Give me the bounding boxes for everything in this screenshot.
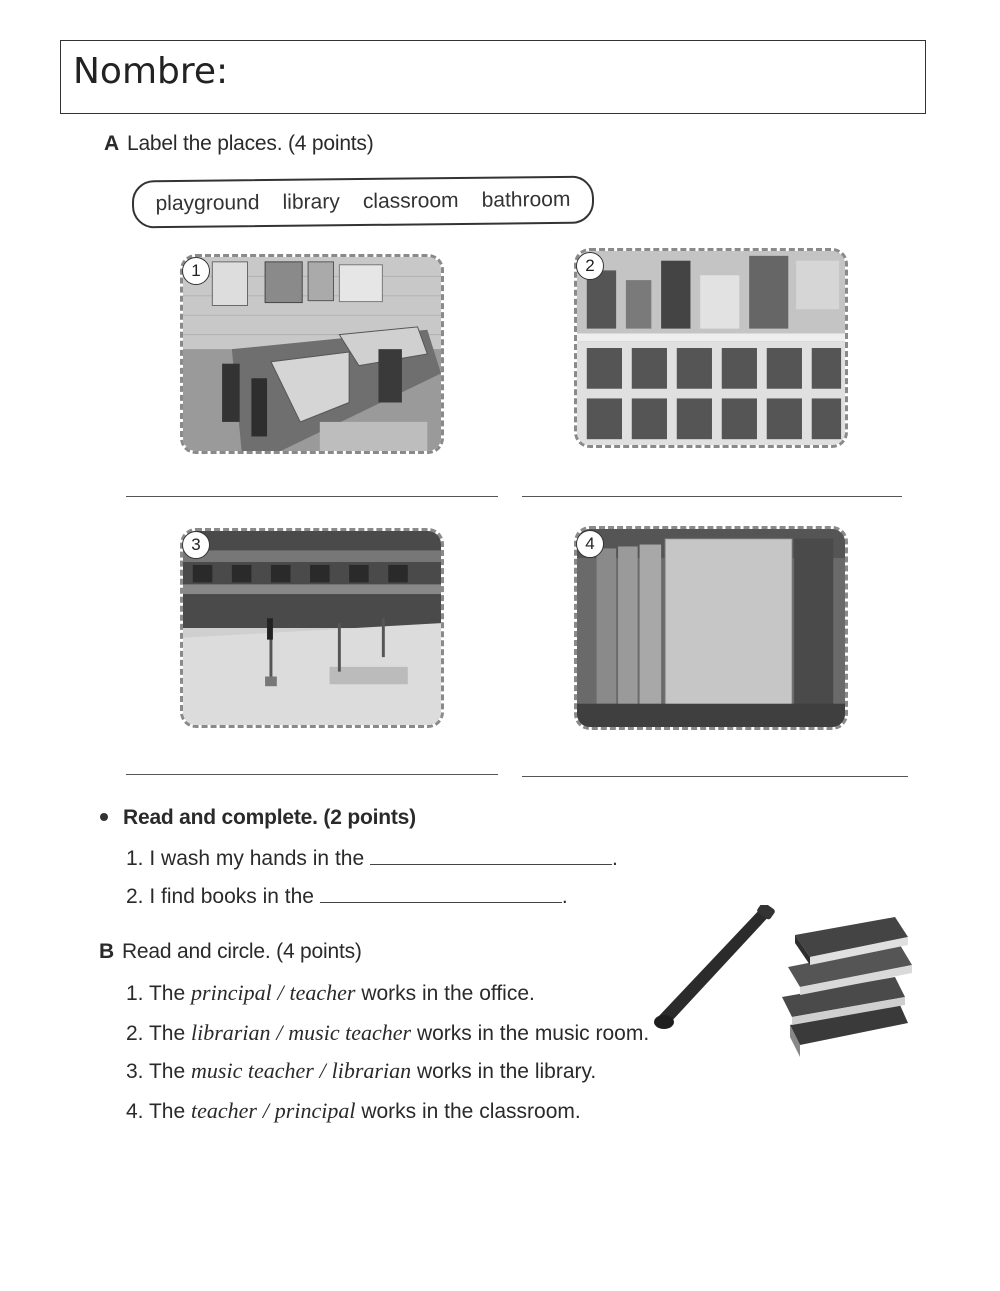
word-bank-item: bathroom: [481, 187, 571, 212]
photo-number-badge: 1: [182, 257, 210, 285]
item-pre: The: [148, 1022, 186, 1045]
option-2[interactable]: principal: [274, 1098, 356, 1123]
section-a-letter: A: [104, 132, 119, 155]
circle-item: [126, 1020, 649, 1046]
complete-item: [126, 884, 568, 909]
section-b-letter: B: [99, 940, 114, 963]
photo-number-badge: 2: [576, 252, 604, 280]
library-photo: [574, 248, 848, 448]
circle-item: [126, 1058, 596, 1084]
photo-number-badge: 3: [182, 531, 210, 559]
word-bank-item: classroom: [362, 188, 459, 214]
item-number: 1.: [126, 847, 144, 870]
photo-number-badge: 4: [576, 530, 604, 558]
fill-blank-line[interactable]: [370, 846, 612, 865]
option-1[interactable]: librarian: [191, 1020, 271, 1045]
item-number: 3.: [126, 1060, 144, 1083]
option-separator: /: [277, 980, 284, 1005]
item-end: .: [561, 885, 568, 908]
circle-item: [126, 980, 535, 1006]
bullet-icon: [100, 813, 108, 821]
recorder-icon: [654, 905, 776, 1029]
item-post: works in the office.: [361, 982, 535, 1005]
read-complete-heading: [123, 806, 416, 830]
option-separator: /: [319, 1058, 326, 1083]
answer-line-2[interactable]: [522, 496, 902, 497]
complete-item: [126, 846, 618, 871]
section-b-title: Read and circle. (4 points): [121, 940, 362, 963]
option-1[interactable]: principal: [191, 980, 272, 1005]
item-post: works in the classroom.: [361, 1100, 581, 1123]
item-number: 1.: [126, 982, 144, 1005]
section-b-heading: [99, 940, 362, 964]
item-pre: The: [148, 1100, 186, 1123]
option-2[interactable]: teacher: [289, 980, 356, 1005]
option-2[interactable]: librarian: [331, 1058, 412, 1083]
item-number: 2.: [126, 1022, 144, 1045]
section-a-heading: [104, 132, 374, 156]
item-pre: The: [148, 982, 186, 1005]
item-number: 4.: [126, 1100, 144, 1123]
word-bank: [132, 176, 594, 229]
name-label: Nombre:: [73, 51, 229, 92]
item-post: works in the music room.: [416, 1022, 650, 1045]
circle-item: [126, 1098, 581, 1124]
classroom-photo: [180, 254, 444, 454]
bathroom-photo: [574, 526, 848, 730]
option-1[interactable]: music teacher: [191, 1058, 314, 1083]
item-number: 2.: [126, 885, 144, 908]
fill-blank-line[interactable]: [320, 884, 562, 903]
word-bank-item: playground: [155, 191, 260, 216]
recorder-and-books-illustration: [650, 905, 915, 1065]
item-end: .: [611, 847, 618, 870]
books-stack-icon: [782, 917, 912, 1057]
section-a-title: Label the places. (4 points): [126, 132, 374, 155]
option-1[interactable]: teacher: [191, 1098, 257, 1123]
item-pre: The: [148, 1060, 186, 1083]
option-separator: /: [276, 1020, 283, 1045]
item-text: I wash my hands in the: [149, 847, 365, 870]
item-text: I find books in the: [149, 885, 314, 908]
answer-line-1[interactable]: [126, 496, 498, 497]
name-field-box[interactable]: [60, 40, 926, 114]
option-2[interactable]: music teacher: [288, 1020, 412, 1045]
answer-line-3[interactable]: [126, 774, 498, 775]
option-separator: /: [262, 1098, 269, 1123]
word-bank-item: library: [282, 190, 340, 214]
read-complete-title: Read and complete. (2 points): [123, 806, 416, 829]
item-post: works in the library.: [416, 1060, 597, 1083]
answer-line-4[interactable]: [522, 776, 908, 777]
playground-photo: [180, 528, 444, 728]
